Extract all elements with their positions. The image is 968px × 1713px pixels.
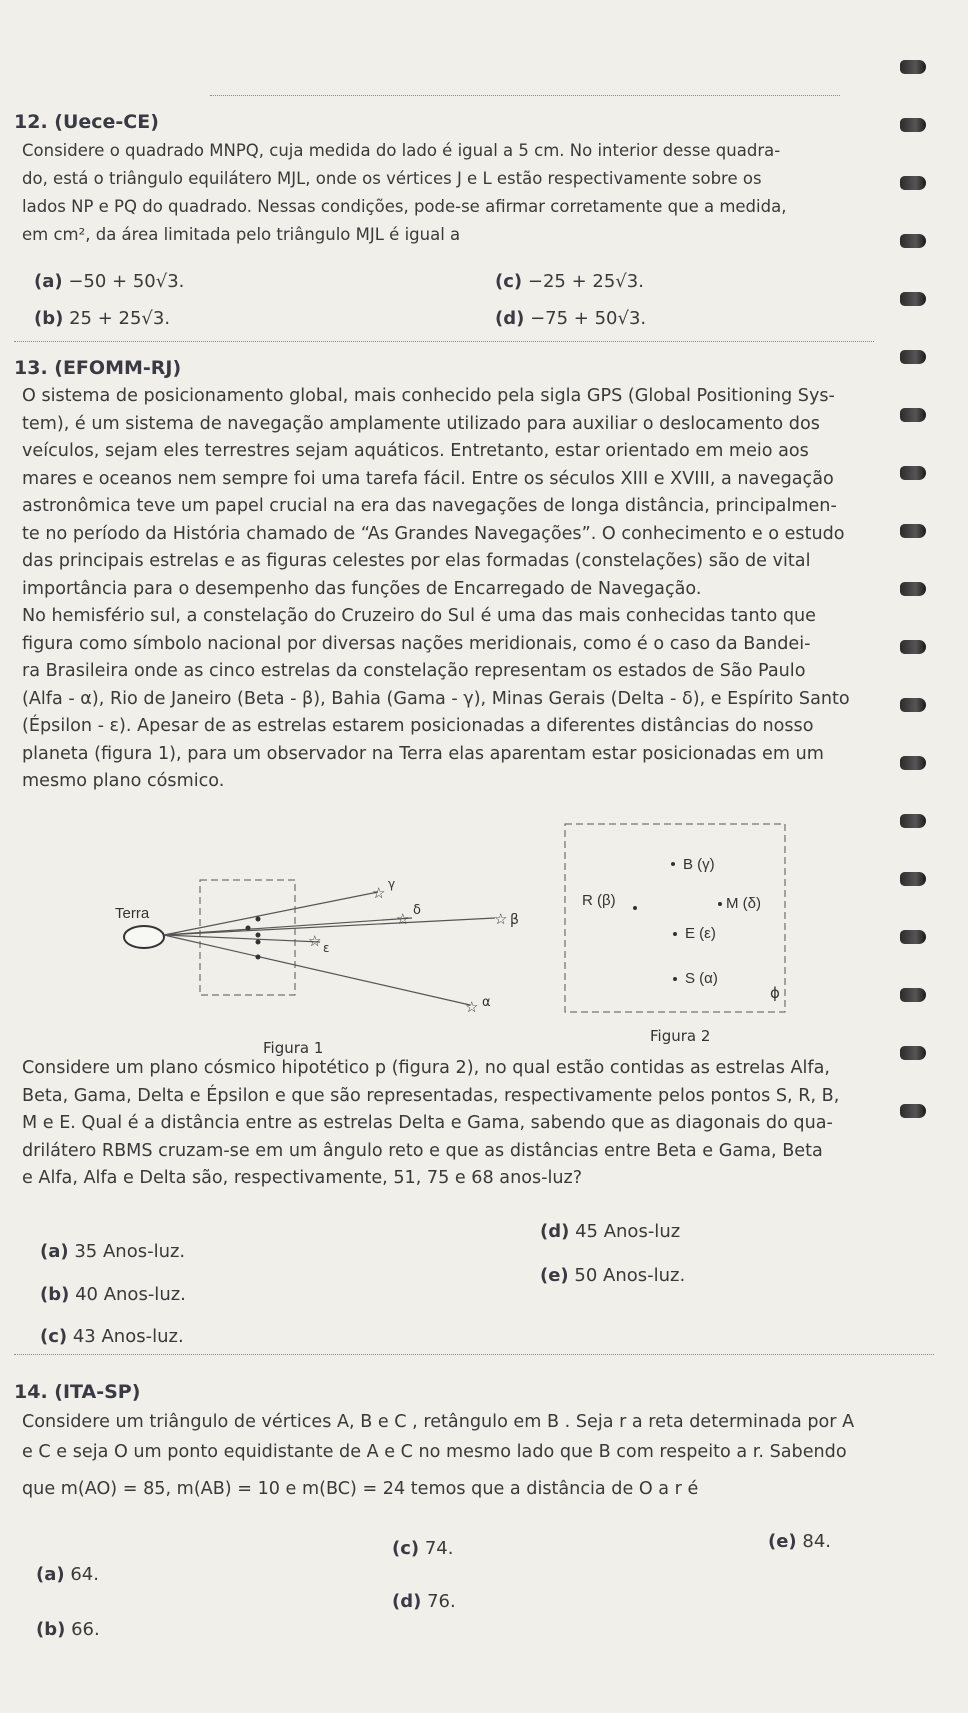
q12-option-c[interactable] xyxy=(495,271,644,292)
q13-p1-line-2: tem), é um sistema de navegação amplamente utilizado para auxiliar o deslocamento dos xyxy=(22,413,820,434)
q13-option-d[interactable] xyxy=(540,1221,680,1242)
top-separator xyxy=(210,95,840,96)
q13-p3-line-1: Considere um plano cósmico hipotético p (figura 2), no qual estão contidas as estrelas Alfa, xyxy=(22,1058,830,1078)
star-epsilon-label: ε xyxy=(323,941,330,955)
q13-p1-line-6: te no período da História chamado de “As Grandes Navegações”. O conhecimento e o estudo xyxy=(22,523,845,544)
q13-p1-line-7: das principais estrelas e as figuras celestes por elas formadas (constelações) são de vital xyxy=(22,551,811,571)
option-value: 43 Anos-luz. xyxy=(72,1326,184,1347)
q14-line-3: que m(AO) = 85, m(AB) = 10 e m(BC) = 24 temos que a distância de O a r é xyxy=(22,1479,699,1499)
option-label: (a) xyxy=(40,1241,69,1262)
q13-p2-line-7: mesmo plano cósmico. xyxy=(22,771,225,791)
option-value: 76. xyxy=(427,1591,456,1612)
q13-paragraph-1 xyxy=(22,383,892,603)
option-value: −25 + 25√3. xyxy=(527,271,644,292)
cosmic-plane-frame xyxy=(565,824,785,1012)
figure-1-caption: Figura 1 xyxy=(263,1039,324,1057)
earth-label: Terra xyxy=(115,905,150,922)
q13-p2-line-6: planeta (figura 1), para um observador na Terra elas aparentam estar posicionadas em um xyxy=(22,743,824,764)
option-value: −75 + 50√3. xyxy=(530,308,647,329)
q14-option-e[interactable] xyxy=(768,1531,831,1552)
q12-option-d[interactable] xyxy=(495,308,646,329)
q13-p3-line-4: drilátero RBMS cruzam-se em um ângulo reto e que as distâncias entre Beta e Gama, Beta xyxy=(22,1140,823,1161)
option-label: (e) xyxy=(540,1265,569,1286)
q13-paragraph-2 xyxy=(22,603,892,796)
q13-header: 13. (EFOMM-RJ) xyxy=(14,357,182,379)
figure-2-diagram xyxy=(560,818,790,1018)
point-m-dot xyxy=(718,902,722,906)
q13-p3-line-2: Beta, Gama, Delta e Épsilon e que são representadas, respectivamente pelos pontos S, R, B, xyxy=(22,1085,840,1106)
q14-option-a[interactable] xyxy=(36,1564,99,1585)
q13-option-b[interactable] xyxy=(40,1284,186,1305)
star-alpha: ☆ xyxy=(465,998,479,1016)
option-label: (b) xyxy=(40,1284,70,1305)
separator-13-14 xyxy=(14,1354,934,1355)
q13-p2-line-4: (Alfa - α), Rio de Janeiro (Beta - β), Bahia (Gama - γ), Minas Gerais (Delta - δ), e Espírito Santo xyxy=(22,688,850,709)
star-beta-label: β xyxy=(510,912,519,928)
point-b-dot xyxy=(671,862,675,866)
option-value: 66. xyxy=(71,1619,100,1640)
star-epsilon: ☆ xyxy=(308,932,322,950)
option-value: 40 Anos-luz. xyxy=(75,1284,186,1305)
option-label: (e) xyxy=(768,1531,797,1552)
projection-dot xyxy=(256,940,261,945)
option-label: (a) xyxy=(34,271,63,292)
projection-dot xyxy=(256,933,261,938)
sight-line-beta xyxy=(164,918,495,935)
star-delta: ☆ xyxy=(396,910,410,928)
q12-option-b[interactable] xyxy=(34,308,170,329)
star-delta-label: δ xyxy=(413,903,421,918)
option-value: 45 Anos-luz xyxy=(575,1221,681,1242)
point-s-label: S (α) xyxy=(685,970,718,987)
q13-p1-line-3: veículos, sejam eles terrestres sejam aquáticos. Entretanto, estar orientado em meio aos xyxy=(22,441,809,461)
q13-p1-line-4: mares e oceanos nem sempre foi uma tarefa fácil. Entre os séculos XIII e XVIII, a navegação xyxy=(22,468,834,489)
q13-p2-line-3: ra Brasileira onde as cinco estrelas da constelação representam os estados de São Paulo xyxy=(22,661,806,681)
projection-dot xyxy=(246,926,251,931)
q13-option-c[interactable] xyxy=(40,1326,184,1347)
option-value: 64. xyxy=(70,1564,99,1585)
q13-p1-line-8: importância para o desempenho das funções de Encarregado de Navegação. xyxy=(22,578,702,599)
q13-paragraph-3 xyxy=(22,1055,892,1193)
point-e-dot xyxy=(673,932,677,936)
q14-line-1: Considere um triângulo de vértices A, B e C , retângulo em B . Seja r a reta determinada por A xyxy=(22,1412,855,1432)
option-label: (c) xyxy=(40,1326,68,1347)
q12-option-a[interactable] xyxy=(34,271,184,292)
q14-option-b[interactable] xyxy=(36,1619,100,1640)
option-value: 35 Anos-luz. xyxy=(74,1241,186,1262)
q13-p3-line-3: M e E. Qual é a distância entre as estrelas Delta e Gama, sabendo que as diagonais do qua- xyxy=(22,1113,833,1133)
q12-header: 12. (Uece-CE) xyxy=(14,111,159,133)
figure-1-diagram xyxy=(110,840,570,1020)
q12-line-2: do, está o triângulo equilátero MJL, onde os vértices J e L estão respectivamente sobre os xyxy=(22,169,762,188)
option-label: (a) xyxy=(36,1564,65,1585)
q13-p2-line-1: No hemisfério sul, a constelação do Cruzeiro do Sul é uma das mais conhecidas tanto que xyxy=(22,606,816,626)
option-value: −50 + 50√3. xyxy=(68,271,185,292)
separator-12-13 xyxy=(14,341,874,342)
option-value: 84. xyxy=(802,1531,832,1552)
sight-line-delta xyxy=(164,918,412,935)
q13-p2-line-2: figura como símbolo nacional por diversas nações meridionais, como é o caso da Bandei- xyxy=(22,633,811,654)
option-label: (c) xyxy=(495,271,523,292)
plane-phi-label: ϕ xyxy=(770,984,780,1002)
option-label: (b) xyxy=(36,1619,66,1640)
option-label: (d) xyxy=(392,1591,422,1612)
spiral-binding xyxy=(900,40,940,1140)
q12-line-3: lados NP e PQ do quadrado. Nessas condições, pode-se afirmar corretamente que a medida, xyxy=(22,197,787,216)
star-alpha-label: α xyxy=(482,995,491,1010)
figure-2-caption: Figura 2 xyxy=(650,1027,711,1045)
option-label: (d) xyxy=(495,308,525,329)
star-gamma: ☆ xyxy=(372,884,386,902)
projection-dot xyxy=(256,917,261,922)
q13-option-e[interactable] xyxy=(540,1265,685,1286)
point-m-label: M (δ) xyxy=(726,895,762,912)
q13-p1-line-1: O sistema de posicionamento global, mais conhecido pela sigla GPS (Global Positioning Sys- xyxy=(22,386,835,406)
q12-line-1: Considere o quadrado MNPQ, cuja medida do lado é igual a 5 cm. No interior desse quadra- xyxy=(22,141,781,160)
projection-dot xyxy=(256,955,261,960)
q14-header: 14. (ITA-SP) xyxy=(14,1381,141,1403)
point-s-dot xyxy=(673,977,677,981)
earth-circle xyxy=(124,926,164,948)
point-b-label: B (γ) xyxy=(683,856,715,873)
q13-option-a[interactable] xyxy=(40,1241,185,1262)
q14-line-2: e C e seja O um ponto equidistante de A e C no mesmo lado que B com respeito a r. Sabendo xyxy=(22,1442,847,1462)
option-label: (c) xyxy=(392,1538,420,1559)
q12-statement xyxy=(22,137,882,249)
q13-p1-line-5: astronômica teve um papel crucial na era das navegações de longa distância, principalmen- xyxy=(22,496,837,516)
option-value: 50 Anos-luz. xyxy=(574,1265,686,1286)
point-r-label: R (β) xyxy=(582,892,616,909)
q14-statement xyxy=(22,1407,942,1511)
q13-p2-line-5: (Épsilon - ε). Apesar de as estrelas estarem posicionadas a diferentes distâncias do nosso xyxy=(22,716,814,736)
option-value: 25 + 25√3. xyxy=(69,308,171,329)
option-label: (b) xyxy=(34,308,64,329)
point-r-dot xyxy=(633,906,637,910)
q14-option-c[interactable] xyxy=(392,1538,454,1559)
q12-line-4: em cm², da área limitada pelo triângulo MJL é igual a xyxy=(22,225,461,244)
sight-line-gamma xyxy=(164,892,378,935)
star-gamma-label: γ xyxy=(388,877,396,891)
point-e-label: E (ε) xyxy=(685,925,716,942)
q13-p3-line-5: e Alfa, Alfa e Delta são, respectivamente, 51, 75 e 68 anos-luz? xyxy=(22,1168,583,1188)
option-label: (d) xyxy=(540,1221,570,1242)
star-beta: ☆ xyxy=(494,910,508,928)
q14-option-d[interactable] xyxy=(392,1591,456,1612)
option-value: 74. xyxy=(424,1538,454,1559)
